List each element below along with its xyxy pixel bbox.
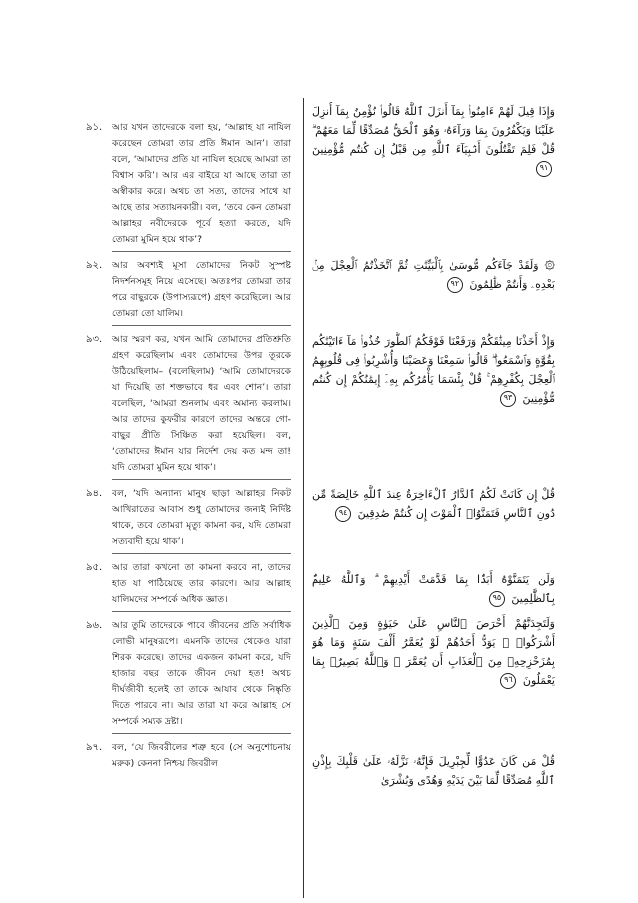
- arabic-text: ۞ وَلَقَدْ جَآءَكُم مُّوسَىٰ بِٱلْبَيِّنَٰتِ ثُمَّ ٱتَّخَذْتُمُ ٱلْعِجْلَ مِنۢ بَعْدِهِۦ وَأَنتُمْ ظَٰلِمُونَ: [312, 259, 555, 291]
- arabic-text: وَلَتَجِدَنَّهُمْ أَحْرَصَ ٱلنَّاسِ عَلَىٰ حَيَوٰةٍ وَمِنَ ٱلَّذِينَ أَشْرَكُوا۟ ۚ يَوَدُّ أَحَدُهُمْ لَوْ يُعَمَّرُ أَلْفَ سَنَةٍ وَمَا هُوَ بِمُزَحْزِحِهِۦ مِنَ ٱلْعَذَابِ أَن يُعَمَّرَ ۗ وَٱللَّهُ بَصِيرٌۢ بِمَا يَعْمَلُونَ: [312, 617, 555, 687]
- bengali-translation: আর অবশ্যই মূসা তোমাদের নিকট সুস্পষ্ট নিদর্শনসমূহ নিয়ে এসেছে। অতঃপর তোমরা তার পরে বাছুরকে (উপাস্যরূপে) গ্রহণ করেছিলে। আর তোমরা তো যালিম।: [112, 260, 291, 319]
- bengali-translation: আর তুমি তাদেরকে পাবে জীবনের প্রতি সর্বাধিক লোভী মানুষরূপে। এমনকি তাদের থেকেও যারা শিরক করেছে। তাদের একজন কামনা করে, যদি হাজার বছর তাকে জীবন দেয়া হত! অথচ দীর্ঘজীবী হলেই তা তাকে আযাব থেকে নিষ্কৃতি দিতে পারবে না। আর তারা যা করে আল্লাহ সে সম্পর্কে সম্যক দ্রষ্টা।: [112, 620, 291, 727]
- arabic-verse-92: [312, 256, 555, 301]
- verse-end-marker: ٩٢: [447, 277, 463, 293]
- bengali-translation: আর যখন তাদেরকে বলা হয়, ‘আল্লাহ যা নাযিল করেছেন তোমরা তার প্রতি ঈমান আন’। তারা বলে, ‘আমাদের প্রতি যা নাযিল হয়েছে আমরা তা বিশ্বাস করি’। আর এর বাইরে যা আছে তারা তা অস্বীকার করে। অথচ তা সত্য, তাদের সাথে যা আছে তার সত্যায়নকারী। বল, ‘তবে কেন তোমরা আল্লাহর নবীদেরকে পূর্বে হত্যা করতে, যদি তোমরা মুমিন হয়ে থাক’?: [112, 122, 291, 245]
- bengali-column: [86, 120, 291, 772]
- verse-number: ৯৩.: [86, 334, 103, 345]
- bengali-verse-92: [86, 258, 291, 322]
- bengali-verse-94: [86, 486, 291, 550]
- verse-number: ৯১.: [86, 122, 103, 133]
- separator-line: [112, 479, 291, 480]
- verse-end-marker: ٩٦: [500, 673, 516, 689]
- bengali-translation: আর স্মরণ কর, যখন আমি তোমাদের প্রতিশ্রুতি গ্রহণ করেছিলাম এবং তোমাদের উপর তূরকে উঠিয়েছিলাম– (বলেছিলাম) ‘আমি তোমাদেরকে যা দিয়েছি তা শক্তভাবে ধর এবং শোন’। তারা বলেছিল, ‘আমরা শুনলাম এবং অমান্য করলাম। আর তাদের কুফরীর কারণে তাদের অন্তরে গো-বাছুর প্রীতি সিঞ্চিত করা হয়েছিল। বল, ‘তোমাদের ঈমান যার নির্দেশ দেয় কত মন্দ তা! যদি তোমরা মুমিন হয়ে থাক’।: [112, 334, 291, 473]
- verse-number: ৯৬.: [86, 620, 103, 631]
- separator-line: [112, 251, 291, 252]
- bengali-translation: আর তারা কখনো তা কামনা করবে না, তাদের হাত যা পাঠিয়েছে তার কারণে। আর আল্লাহ যালিমদের সম্পর্কে অধিক জ্ঞাত।: [112, 562, 291, 605]
- verse-number: ৯৭.: [86, 742, 103, 753]
- arabic-verse-95: [312, 570, 555, 615]
- bengali-verse-95: [86, 560, 291, 608]
- arabic-text: قُلْ إِن كَانَتْ لَكُمُ ٱلدَّارُ ٱلْءَاخِرَةُ عِندَ ٱللَّهِ خَالِصَةً مِّن دُونِ ٱلنَّاسِ فَتَمَنَّوُا۟ ٱلْمَوْتَ إِن كُنتُمْ صَٰدِقِينَ: [312, 488, 555, 520]
- separator-line: [112, 733, 291, 734]
- separator-line: [112, 553, 291, 554]
- verse-end-marker: ٩٤: [335, 506, 351, 522]
- arabic-verse-97: [312, 752, 555, 797]
- arabic-text: وَإِذْ أَخَذْنَا مِيثَٰقَكُمْ وَرَفَعْنَا فَوْقَكُمُ ٱلطُّورَ خُذُوا۟ مَآ ءَاتَيْنَٰكُم بِقُوَّةٍ وَٱسْمَعُوا۟ ۖ قَالُوا۟ سَمِعْنَا وَعَصَيْنَا وَأُشْرِبُوا۟ فِى قُلُوبِهِمُ ٱلْعِجْلَ بِكُفْرِهِمْ ۚ قُلْ بِئْسَمَا يَأْمُرُكُم بِهِۦٓ إِيمَٰنُكُمْ إِن كُنتُم مُّؤْمِنِينَ: [312, 335, 555, 405]
- bengali-verse-96: [86, 618, 291, 730]
- verse-end-marker: ٩٥: [489, 591, 505, 607]
- bengali-verse-91: [86, 120, 291, 248]
- column-divider: [303, 98, 304, 898]
- verse-number: ৯৫.: [86, 562, 103, 573]
- verse-end-marker: ٩١: [536, 161, 552, 177]
- bengali-verse-97: [86, 740, 291, 772]
- separator-line: [112, 611, 291, 612]
- verse-end-marker: ٩٣: [500, 391, 516, 407]
- bengali-translation: বল, ‘যদি অন্যান্য মানুষ ছাড়া আল্লাহর নিকট আখিরাতের আবাস শুধু তোমাদের জন্যই নির্দিষ্ট থাকে, তবে তোমরা মৃত্যু কামনা কর, যদি তোমরা সত্যবাদী হয়ে থাক’।: [112, 488, 291, 547]
- arabic-verse-96: [312, 614, 555, 732]
- verse-number: ৯২.: [86, 260, 103, 271]
- arabic-text: قُلْ مَن كَانَ عَدُوًّا لِّجِبْرِيلَ فَإِنَّهُۥ نَزَّلَهُۥ عَلَىٰ قَلْبِكَ بِإِذْنِ ٱللَّهِ مُصَدِّقًا لِّمَا بَيْنَ يَدَيْهِ وَهُدًى وَبُشْرَىٰ: [312, 755, 555, 787]
- bengali-translation: বল, ‘যে জিবরীলের শত্রু হবে (সে অনুশোচনায় মরুক) কেননা নিশ্চয় জিবরীল: [112, 742, 291, 769]
- arabic-text: وَإِذَا قِيلَ لَهُمْ ءَامِنُوا۟ بِمَآ أَنزَلَ ٱللَّهُ قَالُوا۟ نُؤْمِنُ بِمَآ أُنزِلَ عَلَيْنَا وَيَكْفُرُونَ بِمَا وَرَآءَهُۥ وَهُوَ ٱلْحَقُّ مُصَدِّقًا لِّمَا مَعَهُمْ ۗ قُلْ فَلِمَ تَقْتُلُونَ أَنۢبِيَآءَ ٱللَّهِ مِن قَبْلُ إِن كُنتُم مُّؤْمِنِينَ: [312, 105, 555, 156]
- verse-number: ৯৪.: [86, 488, 103, 499]
- separator-line: [112, 325, 291, 326]
- arabic-text: وَلَن يَتَمَنَّوْهُ أَبَدًۢا بِمَا قَدَّمَتْ أَيْدِيهِمْ ۗ وَٱللَّهُ عَلِيمٌۢ بِٱلظَّٰلِمِينَ: [312, 573, 555, 605]
- arabic-verse-94: [312, 485, 555, 555]
- arabic-verse-91: [312, 102, 555, 202]
- bengali-verse-93: [86, 332, 291, 476]
- arabic-verse-93: [312, 332, 555, 452]
